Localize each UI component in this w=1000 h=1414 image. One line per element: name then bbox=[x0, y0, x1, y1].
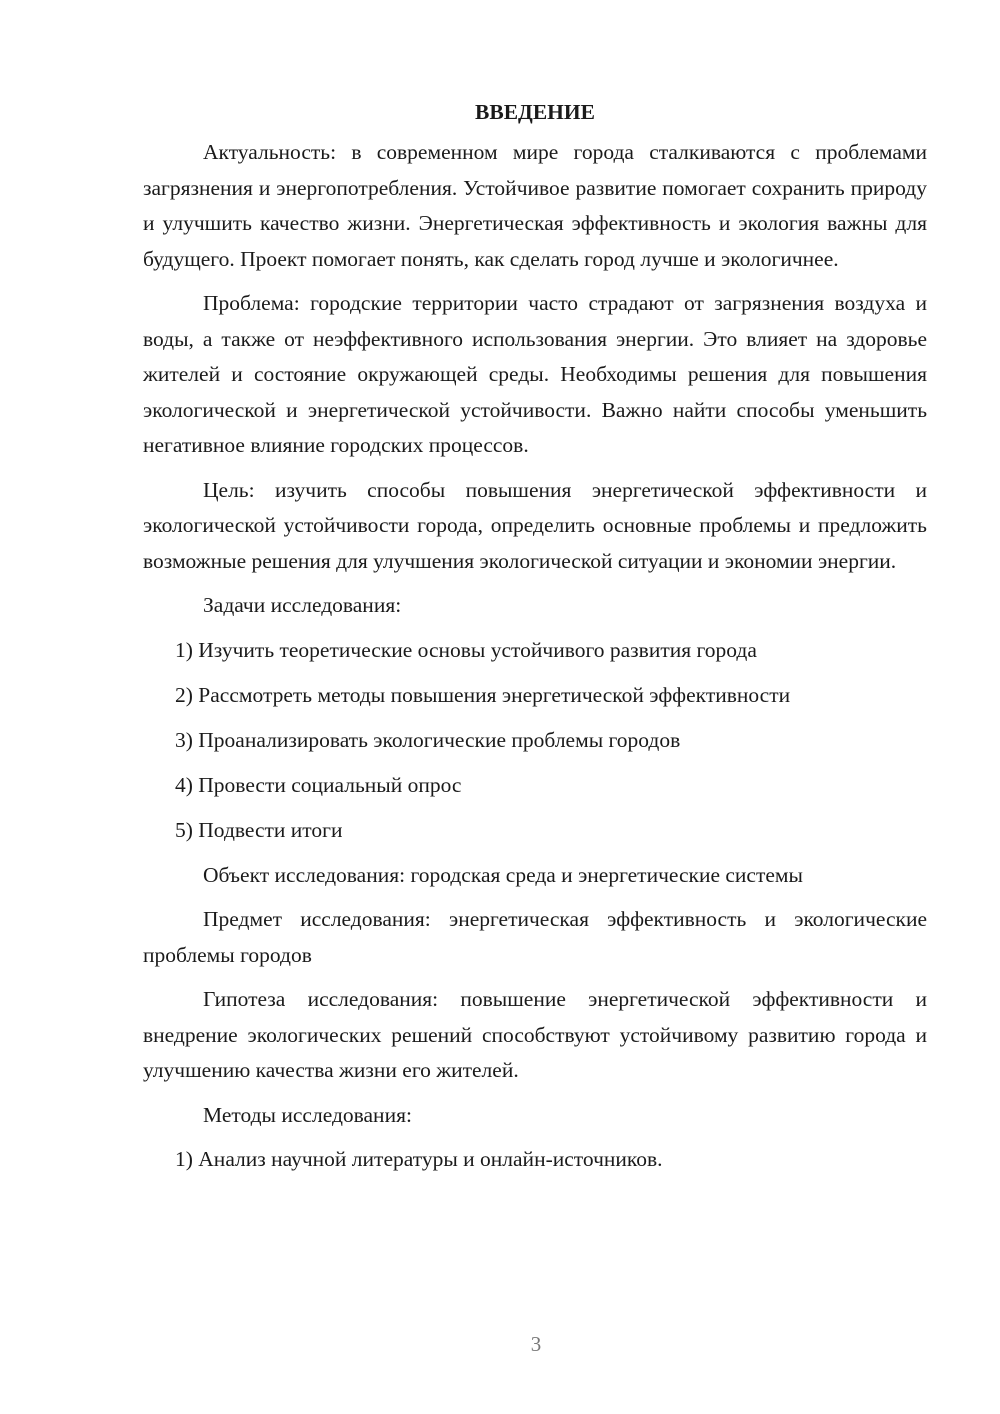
task-item: 1) Изучить теоретические основы устойчивого развития города bbox=[175, 637, 757, 662]
task-item: 4) Провести социальный опрос bbox=[175, 772, 462, 797]
tasks-heading: Задачи исследования: bbox=[203, 593, 402, 617]
task-item: 5) Подвести итоги bbox=[175, 817, 343, 842]
method-item: 1) Анализ научной литературы и онлайн-источников. bbox=[175, 1147, 663, 1171]
methods-list bbox=[143, 1142, 927, 1178]
goal-paragraph: Цель: изучить способы повышения энергетической эффективности и экологической устойчивости города, определить основные проблемы и предложить возможные решения для улучшения экологической ситуации и экономии энергии. bbox=[143, 477, 927, 573]
relevance-paragraph: Актуальность: в современном мире города сталкиваются с проблемами загрязнения и энергопотребления. Устойчивое развитие помогает сохранить природу и улучшить качество жизни. Энергетическая эффективность и экология важны для будущего. Проект помогает понять, как сделать город лучше и экологичнее. bbox=[143, 140, 927, 271]
page-title: ВВЕДЕНИЕ bbox=[475, 100, 595, 124]
tasks-list bbox=[143, 633, 927, 849]
page-number: 3 bbox=[530, 1332, 542, 1356]
methods-heading: Методы исследования: bbox=[203, 1102, 412, 1127]
page-content bbox=[143, 95, 927, 1187]
task-item: 3) Проанализировать экологические проблемы городов bbox=[175, 727, 681, 752]
subject-paragraph: Предмет исследования: энергетическая эффективность и экологические проблемы городов bbox=[143, 907, 927, 967]
problem-paragraph: Проблема: городские территории часто страдают от загрязнения воздуха и воды, а также от неэффективного использования энергии. Это влияет на здоровье жителей и состояние окружающей среды. Необходимы решения для повышения экологической и энергетической устойчивости. Важно найти способы уменьшить негативное влияние городских процессов. bbox=[143, 291, 927, 457]
object-paragraph: Объект исследования: городская среда и энергетические системы bbox=[203, 862, 803, 887]
hypothesis-paragraph: Гипотеза исследования: повышение энергетической эффективности и внедрение экологических решений способствуют устойчивому развитию города и улучшению качества жизни его жителей. bbox=[143, 987, 927, 1082]
task-item: 2) Рассмотреть методы повышения энергетической эффективности bbox=[175, 682, 791, 707]
